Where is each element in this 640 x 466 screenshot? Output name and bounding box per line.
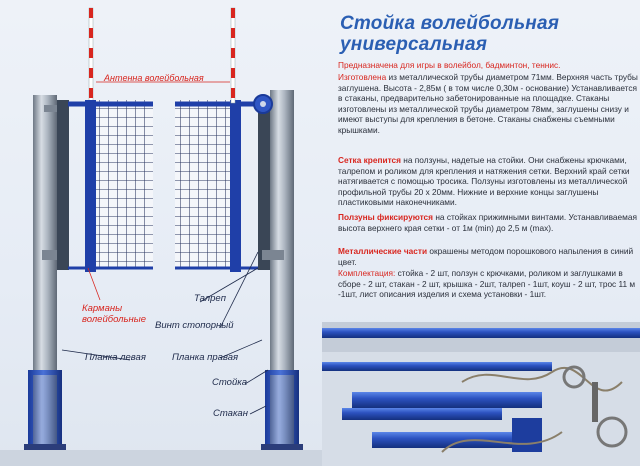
left-slider (57, 100, 69, 270)
label-stakan: Стакан (213, 408, 248, 419)
paragraph-sliders (338, 212, 638, 233)
paragraph-metal-text: окрашены методом порошкового напыления в синий цвет. (338, 246, 634, 267)
left-antenna (89, 8, 93, 103)
paragraph-metal-lead: Металлические части (338, 246, 428, 256)
label-planka-left: Планка левая (85, 352, 146, 363)
label-vint: Винт стопорный (155, 320, 234, 331)
subtitle: Предназначена для игры в волейбол, бадминтон, теннис. (338, 60, 561, 70)
paragraph-metal (338, 246, 638, 267)
label-pockets-1: Карманы (82, 303, 123, 314)
right-antenna (231, 8, 235, 103)
tube-long (322, 328, 640, 338)
paragraph-net (338, 155, 638, 208)
net-right-half (175, 100, 235, 268)
left-pocket (85, 100, 96, 272)
net-left-half (93, 100, 153, 268)
right-pocket (230, 100, 241, 272)
product-photo (322, 322, 640, 466)
paragraph-net-lead: Сетка крепится (338, 155, 401, 165)
label-antenna: Антенна волейбольная (104, 73, 204, 83)
paragraph-sliders-text: на стойках прижимными винтами. Устанавливаемая высота верхнего края сетки - от 1м (min) до 2,5 м (max). (338, 212, 637, 233)
label-planka-right: Планка правая (172, 352, 239, 363)
tube-base (352, 392, 542, 408)
tube-cup (372, 432, 512, 448)
title-line-2: универсальная (340, 34, 488, 55)
right-slider (258, 100, 270, 270)
photo-illustration (322, 322, 640, 466)
label-talrep: Талреп (194, 293, 226, 304)
page-title (340, 13, 559, 55)
tube-mid (322, 362, 552, 371)
label-stoika: Стойка (212, 377, 248, 388)
paragraph-manufacture (338, 72, 638, 136)
paragraph-net-text: на ползуны, надетые на стойки. Они снабжены крючками, талрепом и роликом для крепления и натяжения сетки. Верхний край сетки натягивается с помощью тросика. Ползуны изготовлены из металлической профильной трубы 20 х 20мм. Нижние и верхние концы заглушены пластиковыми наконечниками. (338, 155, 630, 208)
title-line-1: Стойка волейбольная (340, 13, 560, 34)
paragraph-sliders-lead: Ползуны фиксируются (338, 212, 434, 222)
paragraph-kit-lead: Комплектация: (338, 268, 396, 278)
paragraph-kit (338, 268, 638, 300)
turnbuckle (592, 382, 598, 422)
paragraph-manufacture-text: из металлической трубы диаметром 71мм. Верхняя часть трубы заглушена. Высота - 2,85м ( в том числе 0,30м - основание) Устанавливается в стаканы, предварительно забетонированные на площадке. Стаканы изготовлены из металлической трубы диаметром 78мм, заглушены снизу и имеют выступы для крепления в бетоне. Стаканы снабжены съемными крышками. (338, 72, 638, 135)
paragraph-kit-text: стойка - 2 шт, ползун с крючками, роликом и заглушками в сборе - 2 шт, стакан - 2 шт, крышка - 2шт, талреп - 1шт, коуш - 2 шт, трос 11 м -1шт, лист описания изделия и схема установки - 1шт. (338, 268, 636, 300)
paragraph-manufacture-lead: Изготовлена (338, 72, 387, 82)
label-pockets-2: волейбольные (82, 314, 147, 325)
